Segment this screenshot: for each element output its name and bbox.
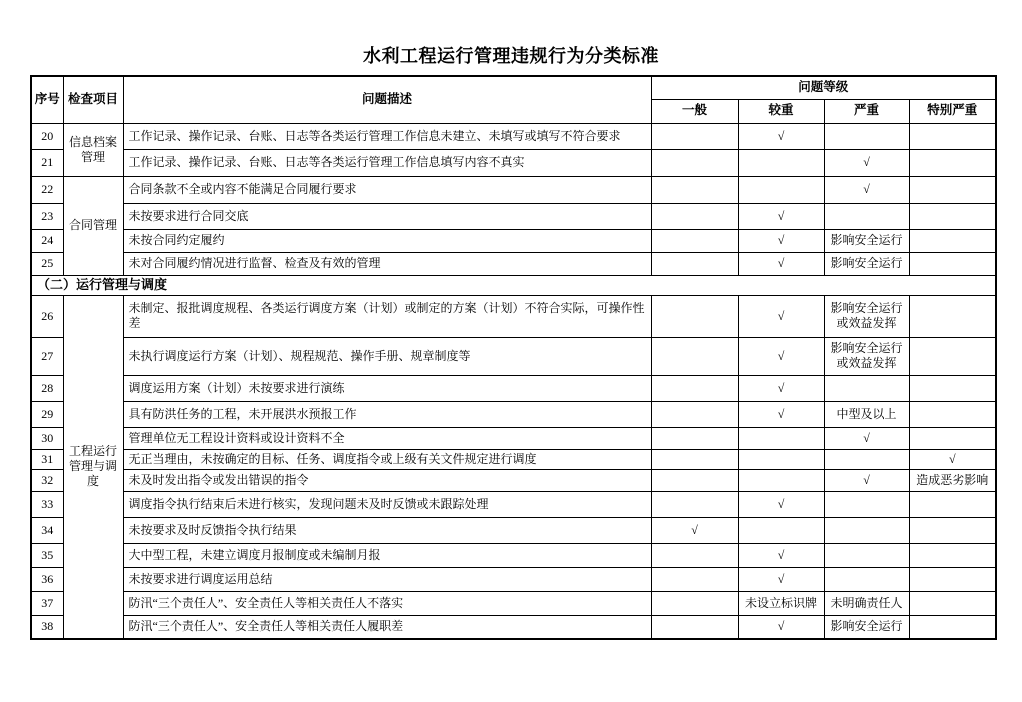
level-cell-moderate: √ xyxy=(738,203,824,229)
level-cell-general xyxy=(651,449,738,469)
level-cell-general xyxy=(651,229,738,252)
table-row xyxy=(31,491,996,517)
table-row xyxy=(31,203,996,229)
level-cell-moderate: √ xyxy=(738,615,824,639)
problem-description: 未执行调度运行方案（计划）、规程规范、操作手册、规章制度等 xyxy=(123,337,651,375)
level-group-header: 问题等级 xyxy=(651,76,996,99)
level-cell-severe: 影响安全运行或效益发挥 xyxy=(824,295,909,337)
level-cell-extreme xyxy=(909,401,996,427)
problem-description: 调度指令执行结束后未进行核实，发现问题未及时反馈或未跟踪处理 xyxy=(123,491,651,517)
row-seq: 36 xyxy=(31,567,63,591)
section-row xyxy=(31,275,996,295)
problem-description: 未及时发出指令或发出错误的指令 xyxy=(123,469,651,491)
problem-description: 工作记录、操作记录、台账、日志等各类运行管理工作信息填写内容不真实 xyxy=(123,149,651,176)
problem-description: 合同条款不全或内容不能满足合同履行要求 xyxy=(123,176,651,203)
level-cell-general xyxy=(651,123,738,149)
level-cell-extreme xyxy=(909,567,996,591)
table-row xyxy=(31,401,996,427)
row-seq: 38 xyxy=(31,615,63,639)
level-cell-moderate xyxy=(738,469,824,491)
level-cell-general: √ xyxy=(651,517,738,543)
level-cell-severe: 中型及以上 xyxy=(824,401,909,427)
level-cell-moderate: √ xyxy=(738,491,824,517)
level-cell-general xyxy=(651,491,738,517)
level-cell-severe xyxy=(824,203,909,229)
level-cell-severe: √ xyxy=(824,469,909,491)
table-row xyxy=(31,591,996,615)
table-row xyxy=(31,149,996,176)
level-cell-general xyxy=(651,295,738,337)
category-cell: 工程运行管理与调度 xyxy=(63,295,123,639)
row-seq: 23 xyxy=(31,203,63,229)
section-header: （二）运行管理与调度 xyxy=(31,275,996,295)
table-header-row-1 xyxy=(31,76,996,99)
level-cell-moderate: √ xyxy=(738,295,824,337)
table-row xyxy=(31,449,996,469)
problem-description: 未对合同履约情况进行监督、检查及有效的管理 xyxy=(123,252,651,275)
level-cell-severe: 影响安全运行 xyxy=(824,252,909,275)
problem-description: 具有防洪任务的工程，未开展洪水预报工作 xyxy=(123,401,651,427)
table-row xyxy=(31,543,996,567)
problem-description: 调度运用方案（计划）未按要求进行演练 xyxy=(123,375,651,401)
row-seq: 22 xyxy=(31,176,63,203)
table-row xyxy=(31,295,996,337)
level-cell-extreme xyxy=(909,337,996,375)
level-cell-moderate: √ xyxy=(738,252,824,275)
level-cell-general xyxy=(651,615,738,639)
problem-description: 未按要求进行调度运用总结 xyxy=(123,567,651,591)
level-cell-extreme xyxy=(909,295,996,337)
row-seq: 26 xyxy=(31,295,63,337)
level-cell-moderate: 未设立标识牌 xyxy=(738,591,824,615)
row-seq: 35 xyxy=(31,543,63,567)
row-seq: 21 xyxy=(31,149,63,176)
page-title: 水利工程运行管理违规行为分类标准 xyxy=(363,46,659,66)
level-cell-extreme xyxy=(909,375,996,401)
level-cell-moderate xyxy=(738,517,824,543)
level-cell-general xyxy=(651,469,738,491)
row-seq: 28 xyxy=(31,375,63,401)
level-cell-moderate xyxy=(738,449,824,469)
category-cell: 合同管理 xyxy=(63,176,123,275)
table-row xyxy=(31,337,996,375)
level-cell-moderate: √ xyxy=(738,543,824,567)
level-cell-general xyxy=(651,591,738,615)
level-cell-extreme xyxy=(909,591,996,615)
level-cell-severe xyxy=(824,567,909,591)
problem-description: 大中型工程，未建立调度月报制度或未编制月报 xyxy=(123,543,651,567)
level-cell-extreme xyxy=(909,123,996,149)
level-cell-severe: 影响安全运行 xyxy=(824,615,909,639)
table-row xyxy=(31,427,996,449)
row-seq: 32 xyxy=(31,469,63,491)
violation-classification-table xyxy=(30,75,997,640)
level-cell-moderate: √ xyxy=(738,337,824,375)
level-cell-extreme xyxy=(909,229,996,252)
table-row xyxy=(31,123,996,149)
problem-description: 未按要求及时反馈指令执行结果 xyxy=(123,517,651,543)
violation-table-body xyxy=(31,76,996,639)
problem-description: 未制定、报批调度规程、各类运行调度方案（计划）或制定的方案（计划）不符合实际，可操作性差 xyxy=(123,295,651,337)
level-cell-extreme: 造成恶劣影响 xyxy=(909,469,996,491)
problem-description: 防汛“三个责任人”、安全责任人等相关责任人不落实 xyxy=(123,591,651,615)
level-cell-extreme xyxy=(909,517,996,543)
level-cell-severe xyxy=(824,491,909,517)
table-row xyxy=(31,229,996,252)
seq-column-header: 序号 xyxy=(31,76,63,123)
level-cell-extreme xyxy=(909,203,996,229)
level-severe-header: 严重 xyxy=(824,99,909,123)
level-cell-severe xyxy=(824,543,909,567)
level-cell-severe: √ xyxy=(824,427,909,449)
level-cell-general xyxy=(651,203,738,229)
level-cell-severe: 影响安全运行 xyxy=(824,229,909,252)
level-cell-severe: √ xyxy=(824,149,909,176)
level-cell-moderate: √ xyxy=(738,375,824,401)
level-cell-severe: √ xyxy=(824,176,909,203)
level-cell-general xyxy=(651,375,738,401)
table-row xyxy=(31,375,996,401)
level-cell-severe xyxy=(824,123,909,149)
level-cell-general xyxy=(651,401,738,427)
level-cell-severe: 影响安全运行或效益发挥 xyxy=(824,337,909,375)
level-cell-general xyxy=(651,252,738,275)
level-cell-moderate: √ xyxy=(738,229,824,252)
level-cell-extreme xyxy=(909,491,996,517)
level-cell-extreme xyxy=(909,543,996,567)
table-row xyxy=(31,469,996,491)
level-cell-moderate: √ xyxy=(738,401,824,427)
level-cell-extreme xyxy=(909,176,996,203)
level-cell-severe: 未明确责任人 xyxy=(824,591,909,615)
row-seq: 37 xyxy=(31,591,63,615)
problem-description: 未按合同约定履约 xyxy=(123,229,651,252)
level-cell-moderate xyxy=(738,427,824,449)
problem-description: 管理单位无工程设计资料或设计资料不全 xyxy=(123,427,651,449)
row-seq: 34 xyxy=(31,517,63,543)
level-cell-extreme xyxy=(909,149,996,176)
problem-description: 工作记录、操作记录、台账、日志等各类运行管理工作信息未建立、未填写或填写不符合要求 xyxy=(123,123,651,149)
row-seq: 29 xyxy=(31,401,63,427)
table-row xyxy=(31,567,996,591)
row-seq: 27 xyxy=(31,337,63,375)
level-cell-extreme: √ xyxy=(909,449,996,469)
level-cell-general xyxy=(651,567,738,591)
level-cell-extreme xyxy=(909,252,996,275)
level-cell-severe xyxy=(824,375,909,401)
row-seq: 33 xyxy=(31,491,63,517)
description-column-header: 问题描述 xyxy=(123,76,651,123)
category-cell: 信息档案管理 xyxy=(63,123,123,176)
level-cell-general xyxy=(651,427,738,449)
level-cell-severe xyxy=(824,449,909,469)
table-row xyxy=(31,615,996,639)
level-cell-severe xyxy=(824,517,909,543)
table-row xyxy=(31,252,996,275)
level-cell-extreme xyxy=(909,615,996,639)
level-cell-general xyxy=(651,337,738,375)
problem-description: 无正当理由，未按确定的目标、任务、调度指令或上级有关文件规定进行调度 xyxy=(123,449,651,469)
level-cell-moderate xyxy=(738,149,824,176)
row-seq: 31 xyxy=(31,449,63,469)
level-cell-general xyxy=(651,149,738,176)
table-row xyxy=(31,517,996,543)
problem-description: 未按要求进行合同交底 xyxy=(123,203,651,229)
level-cell-general xyxy=(651,176,738,203)
category-column-header: 检查项目 xyxy=(63,76,123,123)
row-seq: 25 xyxy=(31,252,63,275)
level-cell-moderate: √ xyxy=(738,567,824,591)
level-cell-general xyxy=(651,543,738,567)
level-general-header: 一般 xyxy=(651,99,738,123)
problem-description: 防汛“三个责任人”、安全责任人等相关责任人履职差 xyxy=(123,615,651,639)
level-cell-moderate xyxy=(738,176,824,203)
level-extreme-header: 特别严重 xyxy=(909,99,996,123)
row-seq: 24 xyxy=(31,229,63,252)
row-seq: 20 xyxy=(31,123,63,149)
table-row xyxy=(31,176,996,203)
level-moderate-header: 较重 xyxy=(738,99,824,123)
row-seq: 30 xyxy=(31,427,63,449)
level-cell-extreme xyxy=(909,427,996,449)
level-cell-moderate: √ xyxy=(738,123,824,149)
